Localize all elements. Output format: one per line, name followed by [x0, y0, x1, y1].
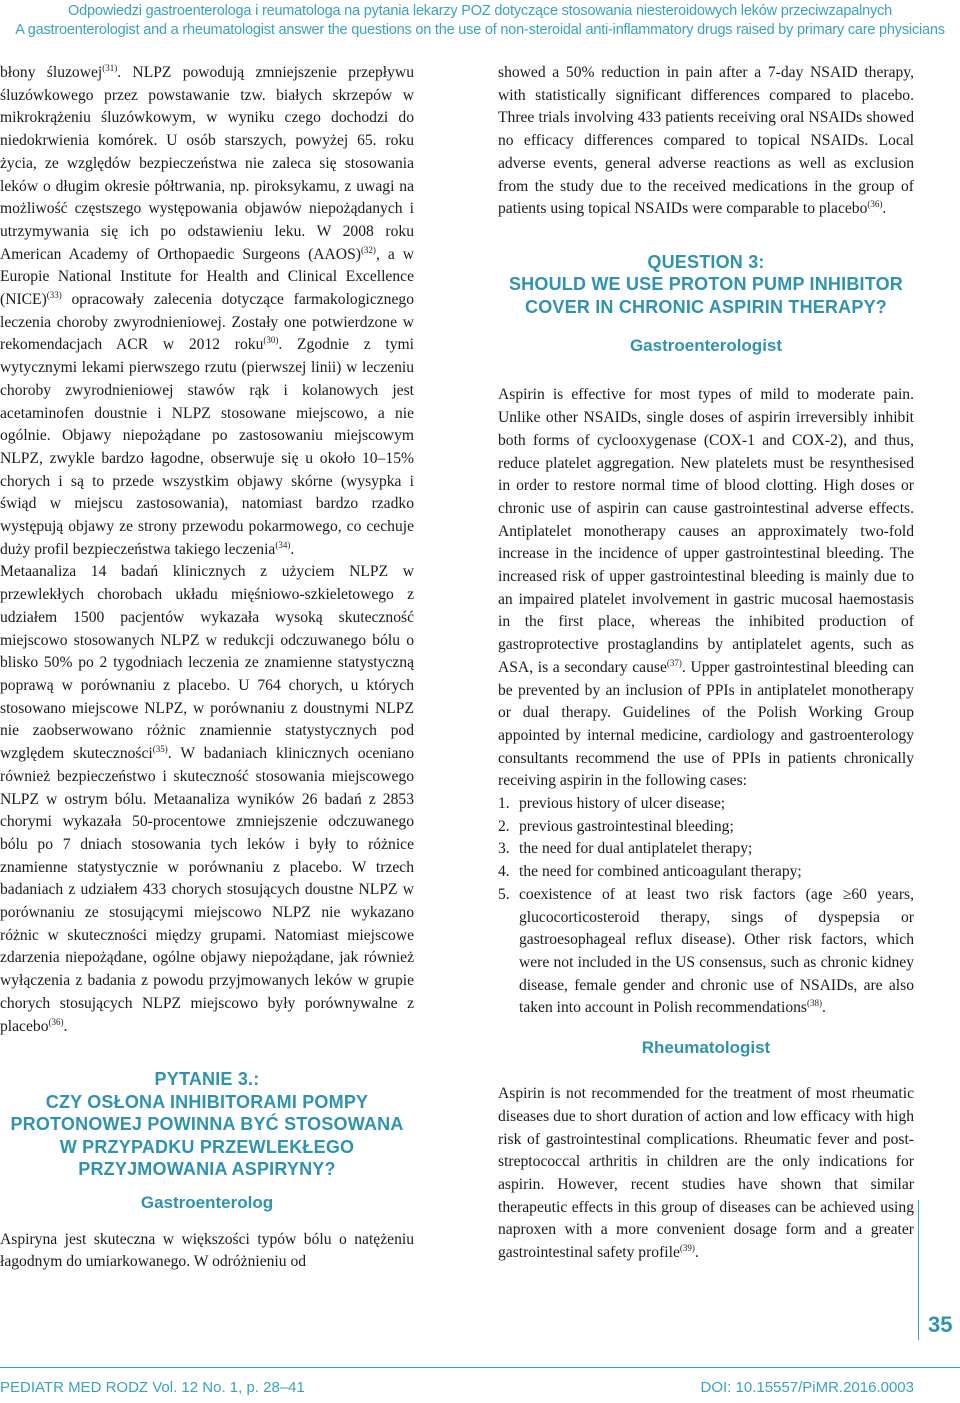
- cases-list: [498, 793, 914, 1020]
- page-number-rule: [918, 1200, 919, 1340]
- page-number: 35: [928, 1312, 953, 1337]
- section-subheading: Gastroenterolog: [140, 1192, 274, 1212]
- list-item: 1. previous history of ulcer disease;: [498, 795, 726, 813]
- citation-ref[interactable]: (30): [263, 335, 279, 346]
- left-paragraph-1: błony śluzowej$^{(31)}$. NLPZ powodują zmniejszenie przepływu śluzówkowego przez powstawanie tzw. białych skrzepów w mikrokrążeniu śluzówkowym, w wyniku czego dochodzi do niedokrwienia komórek. U osób starszych, powyżej 65. roku życia, ze względów bezpieczeństwa nie zaleca się stosowania leków o długim okresie półtrwania, np. piroksykamu, z uwagi na możliwość częstszego występowania objawów niepożądanych i utrzymywania się ich po odstawieniu leku. W 2008 roku American Academy of Orthopaedic Surgeons (AAOS)$^{(32)}$, a w Europie National Institute for Health and Clinical Excellence (NICE)$^{(33)}$ opracowały zalecenia dotyczące farmakologicznego leczenia choroby zwyrodnieniowej. Zostały one potwierdzone w rekomendacjach ACR w 2012 roku$^{(30)}$. Zgodnie z tymi wytycznymi lekami pierwszego rzutu (pierwszej linii) w leczeniu choroby zwyrodnieniowej stawów rąk i kolanowych jest acetaminofen doustnie i NLPZ stosowane miejscowo, a nie ogólnie. Objawy niepożądane po zastosowaniu miejscowym NLPZ, zwykle bardzo łagodne, obserwuje się u około 10–15% chorych i są to przede wszystkim objawy skórne (wysypka i świąd w miejscu zastosowania), natomiast bardzo rzadko występują objawy ze strony przewodu pokarmowego, co cechuje duży profil bezpieczeństwa takiego leczenia$^{(34)}$.: [0, 63, 415, 558]
- citation-ref[interactable]: (39): [679, 1243, 695, 1254]
- citation-ref[interactable]: (38): [807, 998, 822, 1009]
- citation-ref[interactable]: (34): [275, 539, 291, 550]
- header-title-pl: Odpowiedzi gastroenterologa i reumatologa na pytania lekarzy POZ dotyczące stosowania niesteroidowych leków przeciwzapalnych: [68, 3, 892, 19]
- question-heading-en: [498, 251, 914, 319]
- footer-journal: PEDIATR MED RODZ Vol. 12 No. 1, p. 28–41: [0, 1379, 305, 1396]
- question-heading-pl: [0, 1068, 414, 1181]
- citation-ref[interactable]: (35): [152, 744, 168, 755]
- footer-divider: [0, 1367, 960, 1368]
- citation-ref[interactable]: (33): [46, 290, 62, 301]
- right-paragraph-3: Aspirin is not recommended for the treatment of most rheumatic diseases due to short duration of action and low efficacy with high risk of gastrointestinal complications. Rheumatic fever and post-streptococcal arthritis in children are the only indications for aspirin. However, recent studies have shown that similar therapeutic effects in this group of diseases can be achieved using naproxen with a more convenient dosage form and a greater gastrointestinal safety profile$^{(39)}$.: [498, 1085, 914, 1262]
- right-column: [498, 62, 914, 1265]
- list-item: 3. the need for dual antiplatelet therapy;: [498, 840, 753, 858]
- list-item: 2. previous gastrointestinal bleeding;: [498, 817, 734, 835]
- left-paragraph-2: Metaanaliza 14 badań klinicznych z użyciem NLPZ w przewlekłych chorobach układu mięśniowo-szkieletowego z udziałem 1500 pacjentów wykazała wysoką skuteczność miejscowo stosowanych NLPZ w redukcji odczuwanego bólu o blisko 50% po 2 tygodniach leczenia ze znamienne statystyczną poprawą w porównaniu z placebo. U 764 chorych, u których stosowano miejscowe NLPZ, w porównaniu z doustnymi NLPZ nie zaobserwowano różnic znamiennie statystycznych pod względem skuteczności$^{(35)}$. W badaniach klinicznych oceniano również bezpieczeństwo i skuteczność stosowania miejscowego NLPZ w ostrym bólu. Metaanaliza wyników 26 badań z 2853 chorymi wykazała 50-procentowe zmniejszenie odczuwanego bólu po 7 dniach stosowania tych leków i były to różnice znamienne statystycznie w porównaniu z placebo. W trzech badaniach z udziałem 433 chorych stosujących doustne NLPZ w porównaniu ze stosującymi miejscowo NLPZ nie wykazano różnic w skuteczności między grupami. Natomiast miejscowe zdarzenia niepożądane, ogólne objawy niepożądane, jak również wyłączenia z badania z powodu przyjmowanych leków w grupie chorych stosujących NLPZ miejscowo były porównywalne z placebo$^{(36)}$.: [0, 563, 414, 1035]
- citation-ref[interactable]: (37): [666, 657, 682, 668]
- footer-doi[interactable]: DOI: 10.15557/PiMR.2016.0003: [700, 1379, 914, 1396]
- citation-ref[interactable]: (36): [867, 199, 883, 210]
- citation-ref[interactable]: (36): [48, 1016, 64, 1027]
- list-item: 4. the need for combined anticoagulant therapy;: [498, 863, 802, 881]
- right-paragraph-1: showed a 50% reduction in pain after a 7-day NSAID therapy, with statistically significant differences compared to placebo. Three trials involving 433 patients receiving oral NSAIDs showed no efficacy differences compared to topical NSAIDs. Local adverse events, general adverse reactions as well as exclusion from the study due to the received medications in the group of patients using topical NSAIDs were comparable to placebo$^{(36)}$.: [498, 64, 914, 218]
- section-subheading: Rheumatologist: [641, 1038, 771, 1058]
- list-item: 5. coexistence of at least two risk factors (age ≥60 years, glucocorticosteroid therapy, sings of dyspepsia or gastroesophageal reflux disease). Other risk factors, which were not included in the US consensus, such as chronic kidney disease, female gender and chronic use of NSAIDs, are also taken into account in Polish recommendations$^{(38)}$.: [498, 885, 914, 1017]
- question-text: CZY OSŁONA INHIBITORAMI POMPY PROTONOWEJ POWINNA BYĆ STOSOWANA W PRZYPADKU PRZEWLEKŁEGO PRZYJMOWANIA ASPIRYNY?: [10, 1091, 404, 1180]
- question-label: PYTANIE 3.:: [154, 1069, 260, 1090]
- right-paragraph-2: Aspirin is effective for most types of mild to moderate pain. Unlike other NSAIDs, single doses of aspirin irreversibly inhibit both forms of cyclooxygenase (COX-1 and COX-2), and thus, reduce platelet aggregation. New platelets must be resynthesised in order to restore normal time of blood clotting. High doses or chronic use of aspirin can cause gastrointestinal adverse effects. Antiplatelet monotherapy causes an approximately two-fold increase in the incidence of upper gastrointestinal bleeding. The increased risk of upper gastrointestinal bleeding is mainly due to an impaired platelet involvement in gastric mucosal haemostasis in the first place, whereas the inhibited production of gastroprotective prostaglandins by antiplatelet agents, such as ASA, is a secondary cause$^{(37)}$. Upper gastrointestinal bleeding can be prevented by an inclusion of PPIs in antiplatelet monotherapy or dual therapy. Guidelines of the Polish Working Group appointed by internal medicine, cardiology and gastroenterology consultants recommend the use of PPIs in patients chronically receiving aspirin in the following cases:: [498, 386, 914, 790]
- header-title-en: A gastroenterologist and a rheumatologist answer the questions on the use of non-steroidal anti-inflammatory drugs raised by primary care physicians: [15, 22, 945, 38]
- citation-ref[interactable]: (31): [102, 63, 118, 73]
- running-header: [0, 2, 960, 40]
- left-paragraph-3: Aspiryna jest skuteczna w większości typów bólu o natężeniu łagodnym do umiarkowanego. W odróżnieniu od: [0, 1230, 414, 1271]
- section-subheading: Gastroenterologist: [629, 336, 783, 356]
- citation-ref[interactable]: (32): [360, 244, 376, 255]
- left-column: [0, 62, 414, 1274]
- question-label: QUESTION 3:: [647, 251, 765, 272]
- question-text: SHOULD WE USE PROTON PUMP INHIBITOR COVER IN CHRONIC ASPIRIN THERAPY?: [508, 274, 904, 317]
